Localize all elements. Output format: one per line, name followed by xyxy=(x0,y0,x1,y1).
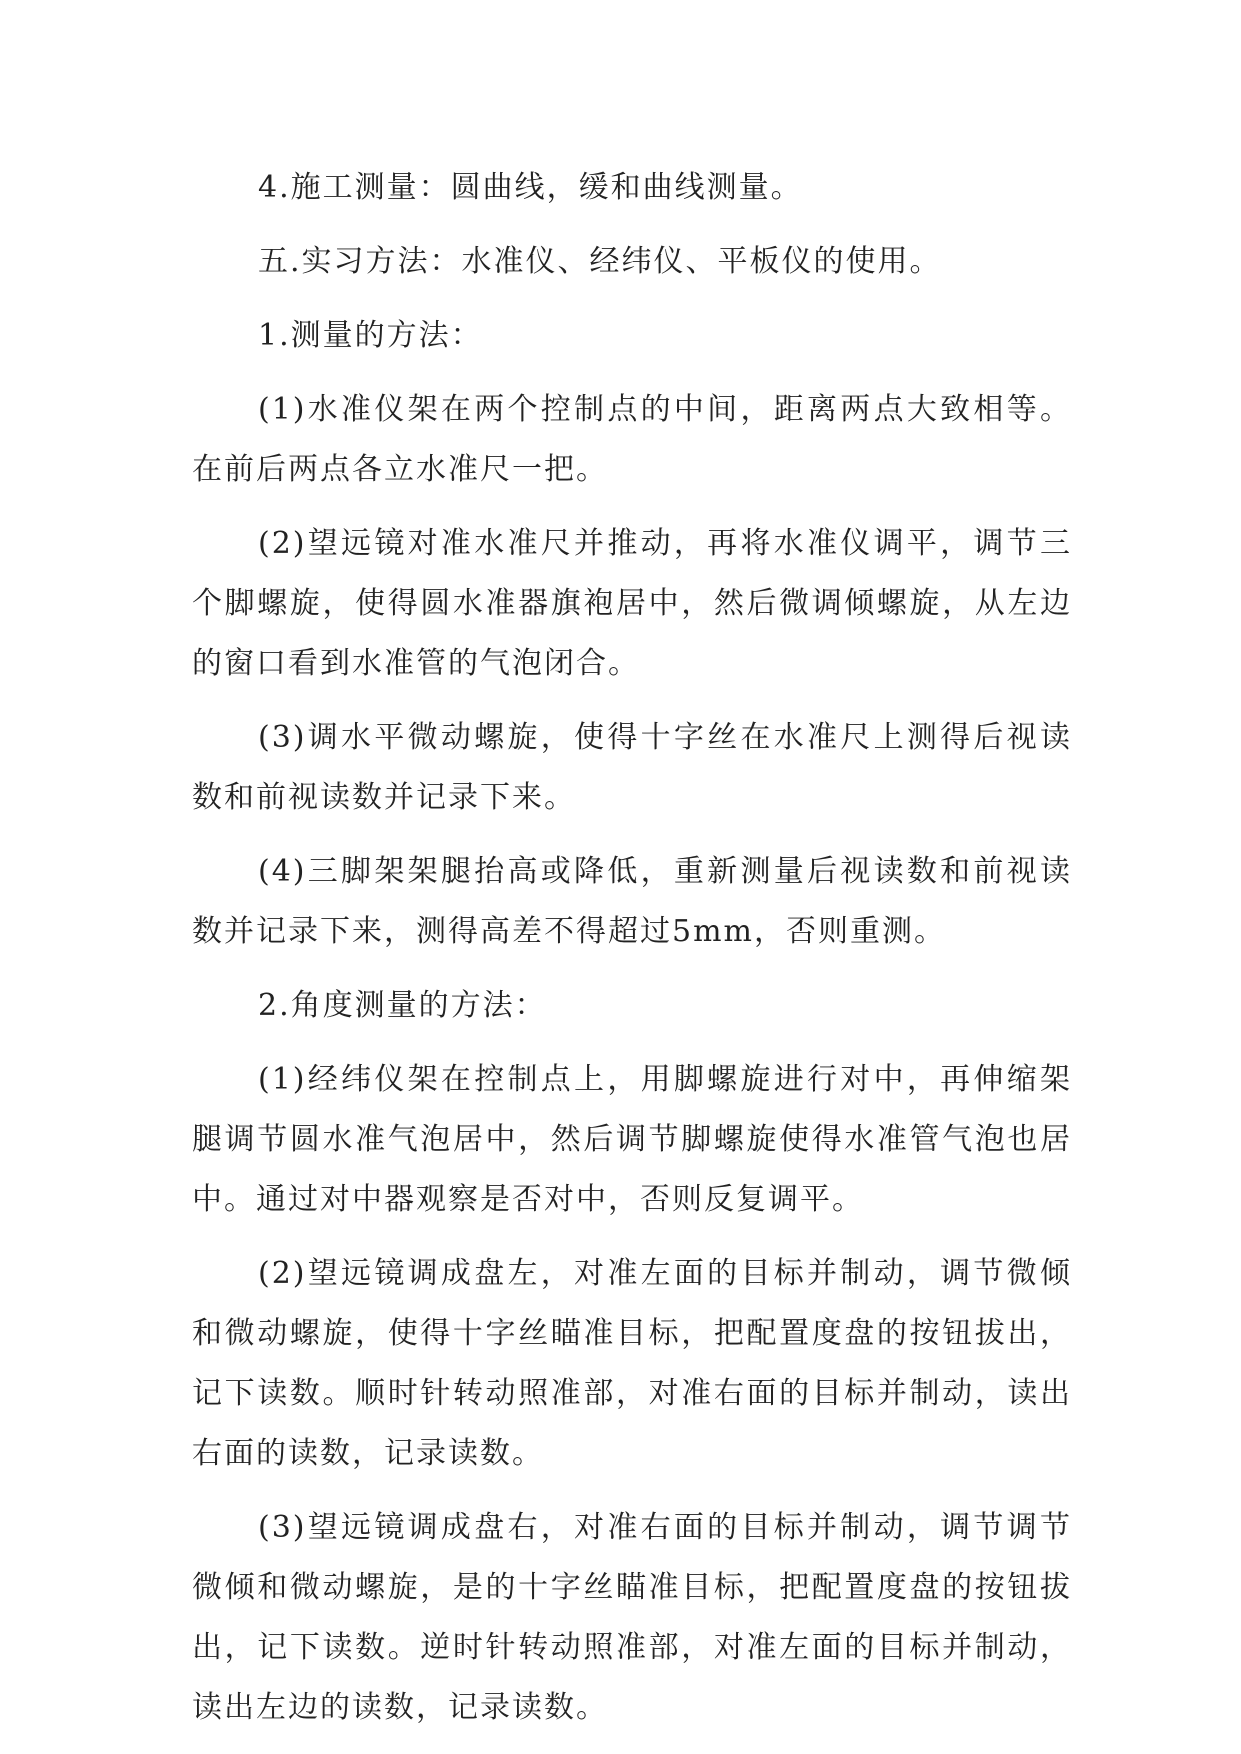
paragraph-measurement-method-heading: 1.测量的方法： xyxy=(258,318,483,353)
paragraph-practice-methods: 五.实习方法：水准仪、经纬仪、平板仪的使用。 xyxy=(258,244,942,279)
paragraph-level-step-3: (3)调水平微动螺旋，使得十字丝在水准尺上测得后视读数和前视读数并记录下来。 xyxy=(192,720,1072,815)
paragraph-construction-survey: 4.施工测量：圆曲线，缓和曲线测量。 xyxy=(258,170,803,205)
paragraph-level-step-1: (1)水准仪架在两个控制点的中间，距离两点大致相等。在前后两点各立水准尺一把。 xyxy=(192,392,1072,487)
paragraph-angle-step-2: (2)望远镜调成盘左，对准左面的目标并制动，调节微倾和微动螺旋，使得十字丝瞄准目标，把配置度盘的按钮拔出，记下读数。顺时针转动照准部，对准右面的目标并制动，读出右面的读数，记录读数。 xyxy=(192,1256,1072,1471)
document-body xyxy=(192,158,1072,1752)
paragraph-angle-step-1: (1)经纬仪架在控制点上，用脚螺旋进行对中，再伸缩架腿调节圆水准气泡居中，然后调节脚螺旋使得水准管气泡也居中。通过对中器观察是否对中，否则反复调平。 xyxy=(192,1062,1072,1217)
paragraph-level-step-2: (2)望远镜对准水准尺并推动，再将水准仪调平，调节三个脚螺旋，使得圆水准器旗袍居中，然后微调倾螺旋，从左边的窗口看到水准管的气泡闭合。 xyxy=(192,526,1072,681)
paragraph-level-step-4: (4)三脚架架腿抬高或降低，重新测量后视读数和前视读数并记录下来，测得高差不得超过5mm，否则重测。 xyxy=(192,854,1072,949)
paragraph-angle-step-3: (3)望远镜调成盘右，对准右面的目标并制动，调节调节微倾和微动螺旋，是的十字丝瞄准目标，把配置度盘的按钮拔出，记下读数。逆时针转动照准部，对准左面的目标并制动，读出左边的读数，记录读数。 xyxy=(192,1510,1072,1725)
paragraph-angle-method-heading: 2.角度测量的方法： xyxy=(258,988,547,1023)
